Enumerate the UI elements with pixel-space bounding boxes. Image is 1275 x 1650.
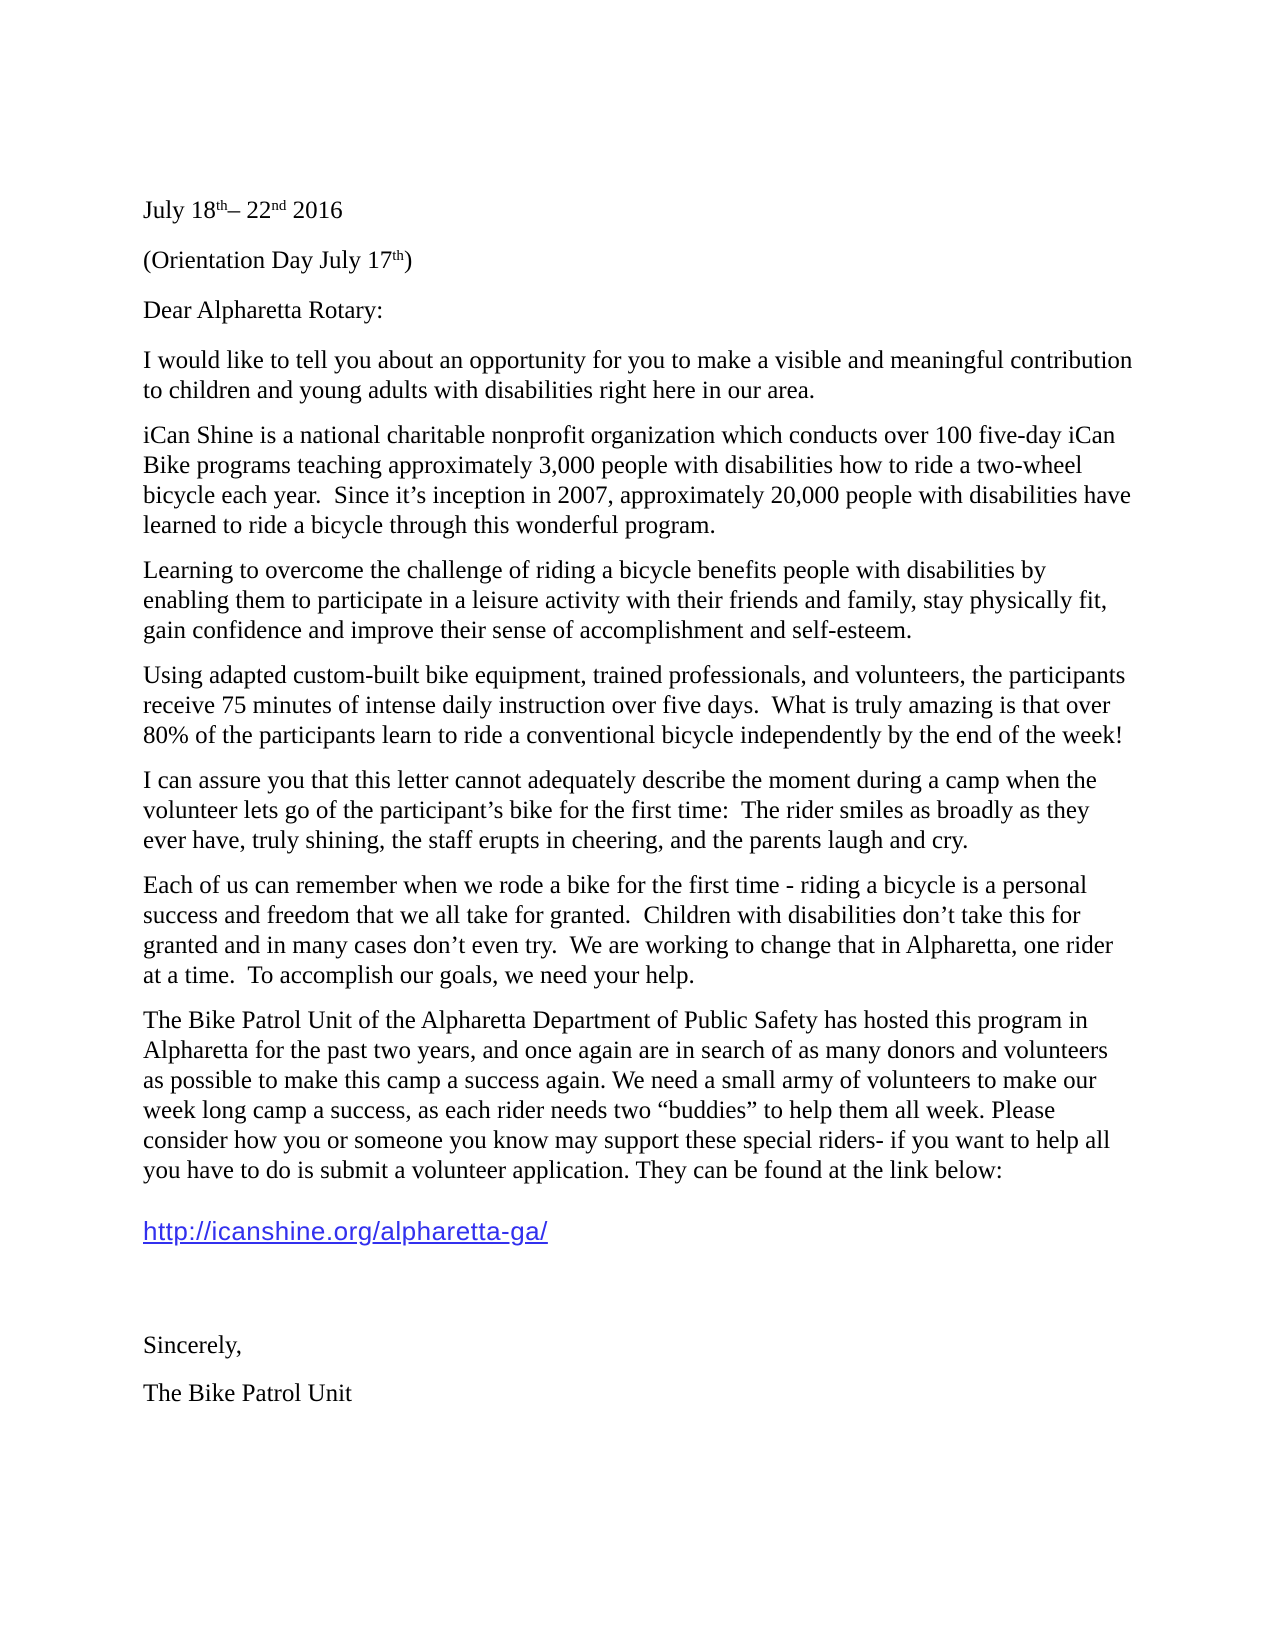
date-superscript-nd: nd [271, 197, 287, 214]
paragraph-instruction: Using adapted custom-built bike equipment, trained professionals, and volunteers, the participants receive 75 minutes of intense daily instruction over five days. What is truly amazing is that over 80% of the participants learn to ride a conventional bicycle independently by the end of the week! [143, 662, 1132, 749]
orientation-line [143, 246, 1133, 276]
date-text-end: 2016 [286, 197, 343, 224]
date-text-start: July 18 [143, 197, 216, 224]
salutation: Dear Alpharetta Rotary: [143, 297, 384, 324]
date-text-middle: – 22 [227, 197, 272, 224]
orientation-text-end: ) [403, 247, 413, 274]
signature: The Bike Patrol Unit [143, 1380, 352, 1407]
orientation-superscript-th: th [392, 247, 404, 264]
paragraph-bike-patrol: The Bike Patrol Unit of the Alpharetta Department of Public Safety has hosted this program in Alpharetta for the past two years, and once again are in search of as many donors and volunteers as possible to make this camp a success again. We need a small army of volunteers to make our week long camp a success, as each rider needs two “buddies” to help them all week. Please consider how you or someone you know may support these special riders- if you want to help all you have to do is submit a volunteer application. They can be found at the link below: [143, 1007, 1117, 1184]
paragraph-opportunity: I would like to tell you about an opportunity for you to make a visible and meaningful contribution to children and young adults with disabilities right here in our area. [143, 347, 1139, 404]
closing: Sincerely, [143, 1332, 243, 1359]
orientation-text-start: (Orientation Day July 17 [143, 247, 393, 274]
paragraph-remember: Each of us can remember when we rode a bike for the first time - riding a bicycle is a personal success and freedom that we all take for granted. Children with disabilities don’t take this for granted and in many cases don’t even try. We are working to change that in Alpharetta, one rider at a time. To accomplish our goals, we need your help. [143, 872, 1120, 989]
paragraph-benefits: Learning to overcome the challenge of riding a bicycle benefits people with disabilities by enabling them to participate in a leisure activity with their friends and family, stay physically fit, gain confidence and improve their sense of accomplishment and self-esteem. [143, 557, 1114, 644]
icanshine-link[interactable]: http://icanshine.org/alpharetta-ga/ [143, 1216, 548, 1246]
paragraph-ican-shine: iCan Shine is a national charitable nonprofit organization which conducts over 100 five-day iCan Bike programs teaching approximately 3,000 people with disabilities how to ride a two-wheel bicycle each year. Since it’s inception in 2007, approximately 20,000 people with disabilities have learned to ride a bicycle through this wonderful program. [143, 422, 1138, 539]
paragraph-moment: I can assure you that this letter cannot adequately describe the moment during a camp when the volunteer lets go of the participant’s bike for the first time: The rider smiles as broadly as they ever have, truly shining, the staff erupts in cheering, and the parents laugh and cry. [143, 767, 1104, 854]
date-superscript-th: th [215, 197, 228, 214]
date-line [143, 196, 1133, 226]
link-line [143, 1211, 1133, 1253]
